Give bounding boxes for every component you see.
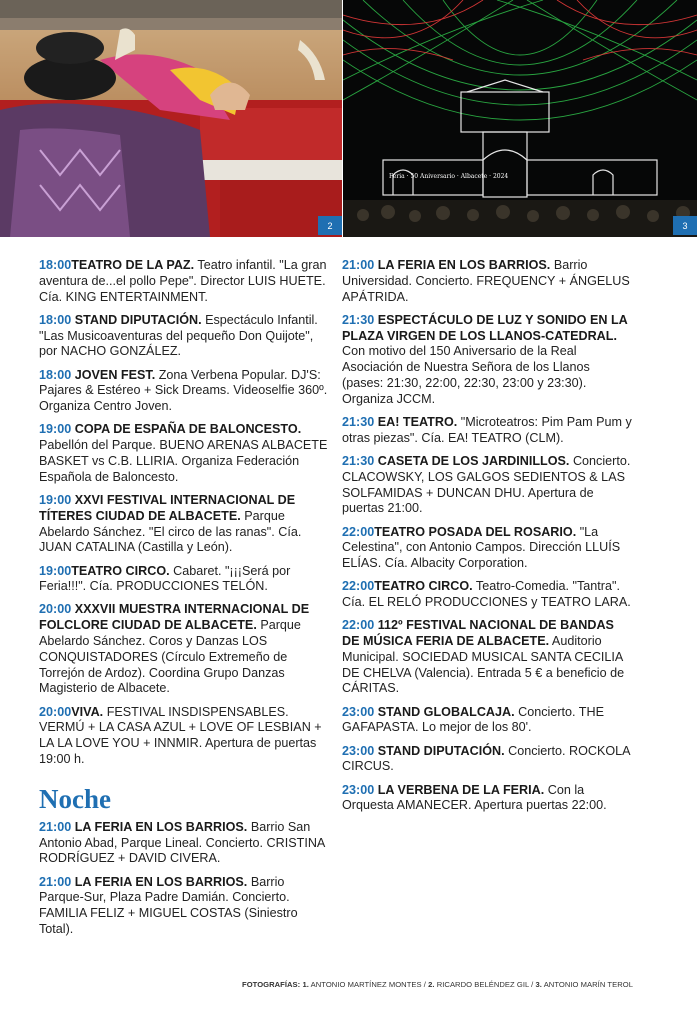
event-time: 22:00 — [342, 579, 375, 594]
feria-gate-image — [343, 0, 697, 237]
event-item — [39, 705, 329, 768]
event-desc: Con motivo del 150 Aniversario de la Real Asociación de Nuestra Señora de los Llanos (pases: 21:30, 22:00, 22:30, 23:00 y 23:30). Organiza JCCM. — [342, 344, 590, 406]
event-time: 20:00 — [39, 602, 72, 617]
event-name: CASETA DE LOS JARDINILLOS. — [377, 453, 570, 468]
event-item — [342, 744, 632, 776]
photo-credits — [242, 980, 682, 989]
event-name: TEATRO CIRCO. — [71, 563, 170, 578]
section-title-noche: Noche — [39, 783, 111, 814]
event-desc: Parque Abelardo Sánchez. Coros y Danzas LOS CONQUISTADORES (Círculo Extremeño de Torrejón de Ardoz). Coordina Grupo Danzas Magisterio de Albacete. — [39, 618, 301, 696]
event-time: 21:00 — [39, 874, 72, 889]
event-time: 22:00 — [342, 618, 375, 633]
event-desc: Espectáculo Infantil. "Las Musicoaventuras del pequeño Don Quijote", por NACHO GONZÁLEZ. — [39, 312, 318, 359]
event-desc: Concierto. THE GAFAPASTA. Lo mejor de los 80'. — [342, 704, 604, 735]
event-name: ESPECTÁCULO DE LUZ Y SONIDO EN LA PLAZA VIRGEN DE LOS LLANOS-CATEDRAL. — [342, 312, 628, 343]
event-name: XXXVII MUESTRA INTERNACIONAL DE FOLCLORE CIUDAD DE ALBACETE. — [39, 602, 310, 633]
credit-separator: / — [421, 980, 429, 989]
event-item — [39, 875, 329, 938]
event-item — [39, 602, 329, 697]
event-desc: Concierto. ROCKOLA CIRCUS. — [342, 743, 630, 774]
event-item — [39, 258, 329, 305]
event-name: LA FERIA EN LOS BARRIOS. — [74, 874, 248, 889]
event-time: 23:00 — [342, 704, 375, 719]
event-desc: "La Celestina", con Antonio Campos. Dirección LLUÍS ELÍAS. Cía. Albacity Corporation. — [342, 524, 621, 571]
event-item — [342, 313, 632, 408]
event-name: TEATRO POSADA DEL ROSARIO. — [374, 524, 577, 539]
credit-name: ANTONIO MARÍN TEROL — [543, 980, 633, 989]
event-name: COPA DE ESPAÑA DE BALONCESTO. — [74, 422, 302, 437]
event-item — [39, 368, 329, 415]
event-item — [342, 783, 632, 815]
event-name: JOVEN FEST. — [74, 367, 156, 382]
event-desc: Teatro-Comedia. "Tantra". Cía. EL RELÓ PRODUCCIONES y TEATRO LARA. — [342, 579, 631, 610]
credit-name: RICARDO BELÉNDEZ GIL — [436, 980, 530, 989]
event-item — [342, 705, 632, 737]
event-time: 23:00 — [342, 743, 375, 758]
event-desc: Pabellón del Parque. BUENO ARENAS ALBACETE BASKET vs C.B. LLIRIA. Organiza Federación Española de Baloncesto. — [39, 438, 328, 484]
event-name: LA VERBENA DE LA FERIA. — [377, 782, 545, 797]
page-number-2: 2 — [318, 216, 342, 235]
event-desc: FESTIVAL INSDISPENSABLES. VERMÚ + LA CASA AZUL + LOVE OF LESBIAN + LA LA LOVE YOU + INNMIR. Apertura de puertas 19:00 h. — [39, 704, 322, 767]
event-time: 21:30 — [342, 414, 375, 429]
event-item — [39, 564, 329, 596]
event-item — [39, 820, 329, 867]
bullfighter-photo — [0, 0, 342, 237]
feria-lights-photo — [343, 0, 697, 237]
event-name: VIVA. — [71, 704, 104, 719]
credit-number: 2. — [428, 980, 435, 989]
event-item — [39, 493, 329, 556]
credit-number: 3. — [535, 980, 542, 989]
event-item — [39, 313, 329, 360]
event-desc: Auditorio Municipal. SOCIEDAD MUSICAL SANTA CECILIA DE CHELVA (Valencia). Entrada 5 € a beneficio de CÁRITAS. — [342, 634, 625, 696]
event-name: LA FERIA EN LOS BARRIOS. — [377, 258, 551, 272]
event-name: STAND GLOBALCAJA. — [377, 704, 515, 719]
event-desc: Barrio Universidad. Concierto. FREQUENCY + ÁNGELUS APÁTRIDA. — [342, 258, 630, 304]
header-photos — [0, 0, 697, 237]
credits-label: FOTOGRAFÍAS: — [242, 980, 301, 989]
event-desc: Cabaret. "¡¡¡Será por Feria!!!". Cía. PRODUCCIONES TELÓN. — [39, 563, 291, 594]
event-name: EA! TEATRO. — [377, 414, 458, 429]
page-number-3: 3 — [673, 216, 697, 235]
event-time: 19:00 — [39, 492, 72, 507]
event-time: 22:00 — [342, 524, 375, 539]
event-item — [342, 618, 632, 697]
event-name: 112º FESTIVAL NACIONAL DE BANDAS DE MÚSICA FERIA DE ALBACETE. — [342, 618, 614, 649]
event-desc: Barrio San Antonio Abad, Parque Lineal. Concierto. CRISTINA RODRÍGUEZ + DAVID CIVERA. — [39, 819, 325, 866]
left-column — [39, 258, 329, 945]
event-time: 19:00 — [39, 422, 72, 437]
event-time: 19:00 — [39, 563, 72, 578]
event-time: 20:00 — [39, 704, 72, 719]
event-time: 21:30 — [342, 312, 375, 327]
right-column — [342, 258, 632, 822]
event-desc: Concierto. CLACOWSKY, LOS GALGOS SEDIENTOS & LAS SOLFAMIDAS + DUNCAN DHU. Apertura de puertas 21:00. — [342, 453, 631, 516]
event-item — [342, 454, 632, 517]
bullfighter-image — [0, 0, 342, 237]
credit-separator: / — [529, 980, 536, 989]
event-desc: "Microteatros: Pim Pam Pum y otras piezas". Cía. EA! TEATRO (CLM). — [342, 414, 632, 445]
event-item — [342, 415, 632, 447]
event-desc: Parque Abelardo Sánchez. "El circo de las ranas". Cía. JUAN CATALINA (Castilla y León). — [39, 508, 302, 555]
event-name: STAND DIPUTACIÓN. — [74, 312, 202, 327]
credit-number: 1. — [302, 980, 309, 989]
event-desc: Zona Verbena Popular. DJ'S: Pajares & Estéreo + Sick Dreams. Videoselfie 360º. Organiza Centro Joven. — [39, 367, 328, 414]
event-time: 23:00 — [342, 782, 375, 797]
event-desc: Teatro infantil. "La gran aventura de...el pollo Pepe". Director LUIS HUETE. Cía. KING ENTERTAINMENT. — [39, 258, 327, 304]
event-time: 18:00 — [39, 258, 72, 272]
event-time: 18:00 — [39, 367, 72, 382]
event-item — [342, 579, 632, 611]
event-time: 21:00 — [39, 819, 72, 834]
event-name: XXVI FESTIVAL INTERNACIONAL DE TÍTERES CIUDAD DE ALBACETE. — [39, 492, 296, 523]
event-item — [342, 258, 632, 305]
event-item — [39, 422, 329, 485]
arch-lettering: Feria · 50 Aniversario · Albacete · 2024 — [389, 173, 509, 180]
event-time: 21:30 — [342, 453, 375, 468]
event-name: STAND DIPUTACIÓN. — [377, 743, 505, 758]
event-time: 21:00 — [342, 258, 375, 272]
event-name: TEATRO DE LA PAZ. — [71, 258, 195, 272]
event-name: TEATRO CIRCO. — [374, 579, 473, 594]
event-name: LA FERIA EN LOS BARRIOS. — [74, 819, 248, 834]
event-item — [342, 525, 632, 572]
credit-name: ANTONIO MARTÍNEZ MONTES — [310, 980, 422, 989]
event-time: 18:00 — [39, 312, 72, 327]
event-desc: Con la Orquesta AMANECER. Apertura puertas 22:00. — [342, 782, 607, 813]
event-desc: Barrio Parque-Sur, Plaza Padre Damián. Concierto. FAMILIA FELIZ + MIGUEL COSTAS (Siniestro Total). — [39, 874, 298, 937]
